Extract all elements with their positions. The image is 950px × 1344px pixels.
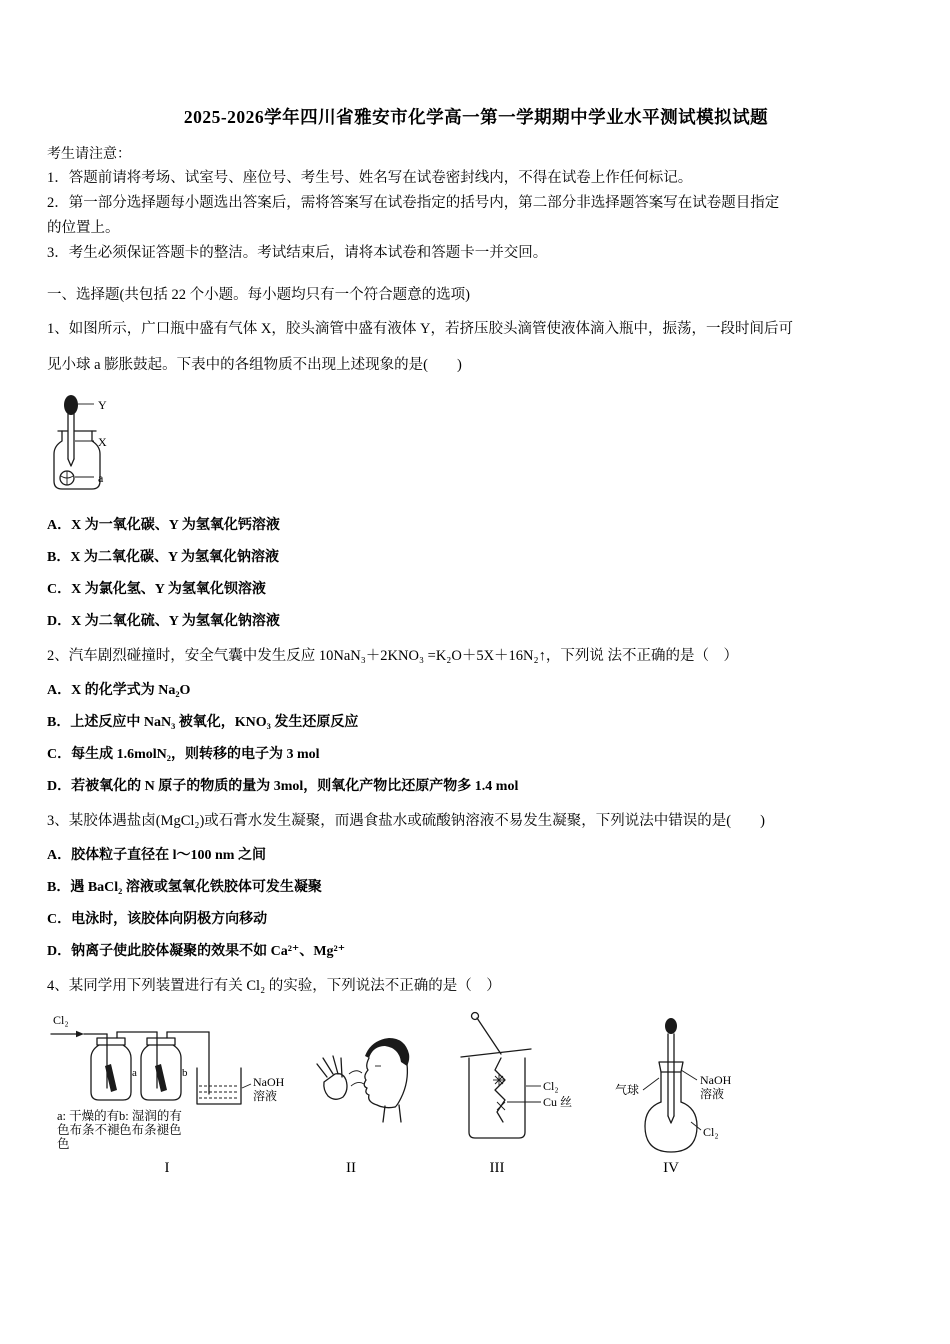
q2-option-d: [47, 777, 905, 796]
option-letter: C．: [47, 582, 72, 597]
q2-option-b: [47, 713, 905, 732]
option-text: 上述反应中 NaN₃ 被氧化，KNO₃ 发生还原反应: [70, 715, 359, 730]
fig4-numeral-2: II: [346, 1160, 356, 1176]
option-letter: B．: [47, 880, 71, 895]
q3-option-d: [47, 942, 905, 961]
person-hair: [365, 1038, 409, 1066]
fig4-caption-a-line-1: a: 干燥的有: [57, 1109, 120, 1123]
option-text: X 为氯化氢、Y 为氢氧化钡溶液: [71, 582, 266, 597]
stopper: [659, 1062, 683, 1072]
section-one-heading: 一、选择题(共包括 22 个小题。每小题均只有一个符合题意的选项): [47, 287, 470, 303]
fig4-jar-cl2-label: Cl₂: [543, 1079, 559, 1093]
fig4-balloon-label: 气球: [615, 1083, 640, 1097]
fig4-jar-cu-label: Cu 丝: [543, 1095, 573, 1109]
fig4-caption-a-line-3: 色: [57, 1137, 70, 1151]
naoh-beaker: [197, 1068, 241, 1104]
option-text: X 为二氧化碳、Y 为氢氧化钠溶液: [70, 550, 280, 565]
option-text: 胶体粒子直径在 l～100 nm 之间: [71, 848, 266, 863]
q1-figure: [51, 391, 905, 503]
fig4-cl2-inlet-label: Cl₂: [53, 1013, 69, 1027]
fig4-numeral-4: IV: [663, 1160, 679, 1176]
option-letter: C．: [47, 747, 72, 762]
fig4-numeral-3: III: [489, 1160, 505, 1176]
fig4-numeral-1: I: [164, 1160, 170, 1176]
fig4-caption-b-line-2: 色布条褪色: [119, 1123, 182, 1137]
apparatus-1: [51, 1013, 285, 1176]
notice-item-1: 1．答题前请将考场、试室号、座位号、考生号、姓名写在试卷密封线内，不得在试卷上作任何标记。: [47, 170, 693, 186]
fig4-strip-b-label: b: [182, 1067, 188, 1079]
round-flask: [645, 1102, 697, 1152]
q3-option-a: [47, 846, 905, 865]
option-text: X 为一氧化碳、Y 为氢氧化钙溶液: [71, 518, 280, 533]
option-letter: A．: [47, 683, 72, 698]
option-text: X 为二氧化硫、Y 为氢氧化钠溶液: [71, 614, 280, 629]
option-text: 遇 BaCl₂ 溶液或氢氧化铁胶体可发生凝聚: [70, 880, 322, 895]
option-text: 若被氧化的 N 原子的物质的量为 3mol，则氧化产物比还原产物多 1.4 mol: [71, 779, 519, 794]
q1-figure-drawing: [51, 391, 176, 503]
fig4-caption-a-line-2: 色布条不褪: [57, 1123, 120, 1137]
notice-item-3: 3．考生必须保证答题卡的整洁。考试结束后，请将本试卷和答题卡一并交回。: [47, 245, 548, 261]
spark-marks: [493, 1074, 505, 1110]
q3-option-c: [47, 910, 905, 929]
option-text: X 的化学式为 Na₂O: [71, 683, 191, 698]
apparatus-2: [317, 1038, 409, 1176]
small-ball: [60, 471, 74, 485]
q3-stem: 3、某胶体遇盐卤(MgCl₂)或石膏水发生凝聚，而遇食盐水或硫酸钠溶液不易发生凝聚，下列说法中错误的是( ): [47, 813, 765, 829]
fig4-beaker-solution-label: 溶液: [253, 1089, 278, 1103]
option-text: 每生成 1.6molN₂，则转移的电子为 3 mol: [71, 747, 320, 762]
q4-stem: 4、某同学用下列装置进行有关 Cl₂ 的实验，下列说法不正确的是（ ）: [47, 978, 501, 994]
notice-heading: 考生请注意：: [47, 147, 131, 162]
page-title: 2025-2026学年四川省雅安市化学高一第一学期期中学业水平测试模拟试题: [183, 107, 769, 127]
option-text: 电泳时，该胶体向阴极方向移动: [71, 912, 268, 927]
q4-figure: [49, 1010, 905, 1180]
copper-wire: [495, 1058, 505, 1122]
q1-option-b: [47, 548, 905, 567]
q3-option-b: [47, 878, 905, 897]
q1-stem-line-2: 见小球 a 膨胀鼓起。下表中的各组物质不出现上述现象的是( ): [47, 357, 462, 373]
option-letter: D．: [47, 944, 72, 959]
q4-figure-drawing: [49, 1010, 779, 1180]
fig4-caption-b-line-1: b: 湿润的有: [119, 1109, 182, 1123]
fig4-flask-solution-label: 溶液: [700, 1087, 725, 1101]
q1-option-d: [47, 612, 905, 631]
q2-stem: 2、汽车剧烈碰撞时，安全气囊中发生反应 10NaN₃＋2KNO₃ =K₂O＋5X＋16N₂↑，下列说 法不正确的是（ ）: [47, 648, 738, 664]
option-letter: D．: [47, 779, 72, 794]
fig1-label-x: X: [98, 435, 107, 449]
option-letter: A．: [47, 518, 72, 533]
person-face: [364, 1058, 395, 1108]
apparatus-3: [461, 1013, 572, 1177]
gas-jar: [469, 1058, 525, 1138]
q2-option-a: [47, 681, 905, 700]
option-text: 钠离子使此胶体凝聚的效果不如 Ca²⁺、Mg²⁺: [71, 944, 346, 959]
q1-option-a: [47, 516, 905, 535]
wafting-hand: [317, 1056, 347, 1099]
dropper-bulb: [665, 1018, 677, 1034]
fig4-strip-a-label: a: [132, 1067, 137, 1079]
fig4-flask-naoh-label: NaOH: [700, 1073, 732, 1087]
option-letter: C．: [47, 912, 72, 927]
q1-option-c: [47, 580, 905, 599]
option-letter: A．: [47, 848, 72, 863]
q2-option-c: [47, 745, 905, 764]
notice-item-2-line-1: 2．第一部分选择题每小题选出答案后，需将答案写在试卷指定的括号内，第二部分非选择题答案写在试卷题目指定: [47, 195, 780, 211]
fig4-beaker-naoh-label: NaOH: [253, 1075, 285, 1089]
apparatus-4: [615, 1018, 732, 1176]
notice-item-2-line-2: 的位置上。: [47, 220, 120, 236]
option-letter: B．: [47, 550, 71, 565]
fig4-flask-cl2-label: Cl₂: [703, 1125, 719, 1139]
q1-stem-line-1: 1、如图所示，广口瓶中盛有气体 X，胶头滴管中盛有液体 Y，若挤压胶头滴管使液体滴入瓶中，振荡，一段时间后可: [47, 321, 793, 337]
fig1-label-a: a: [98, 471, 104, 485]
option-letter: B．: [47, 715, 71, 730]
option-letter: D．: [47, 614, 72, 629]
fig1-label-y: Y: [98, 398, 107, 412]
